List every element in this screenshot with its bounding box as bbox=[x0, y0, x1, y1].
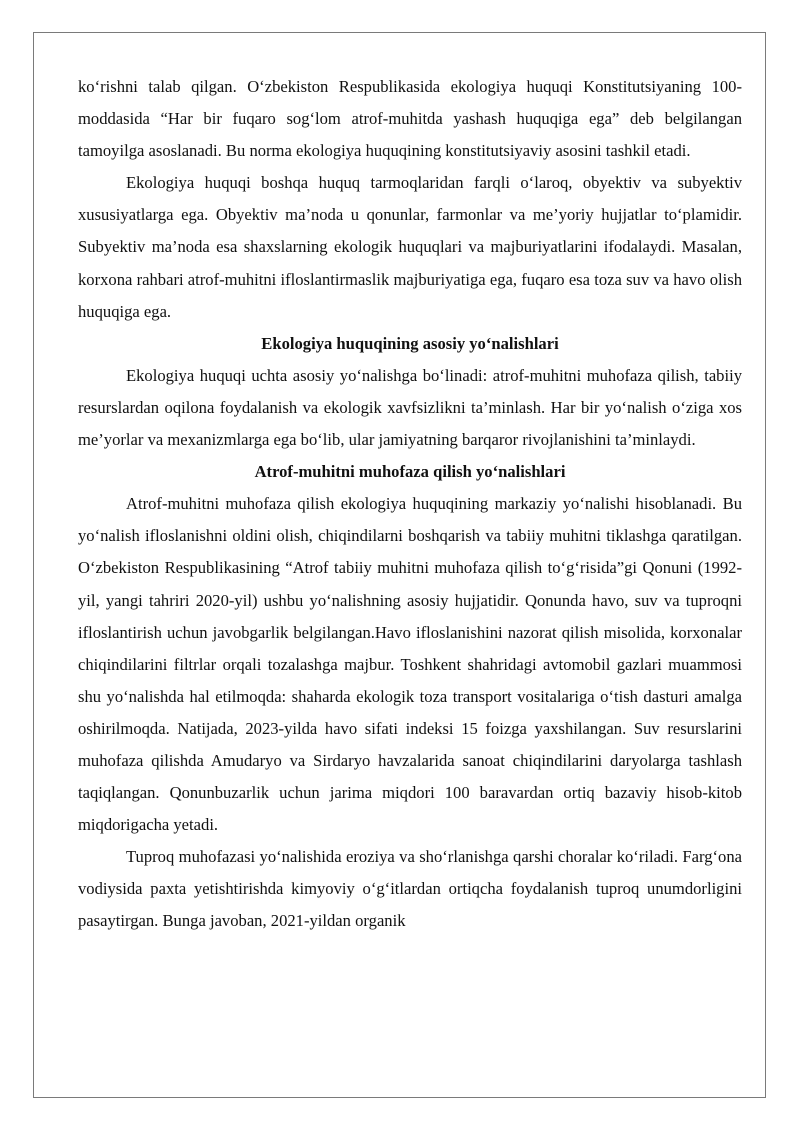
paragraph-constitution-basis: ko‘rishni talab qilgan. O‘zbekiston Respublikasida ekologiya huquqi Konstitutsiyaning 100-moddasida “Har bir fuqaro sog‘lom atrof-muhitda yashash huquqiga ega” deb belgilangan tamoyilga asoslanadi. Bu norma ekologiya huquqining konstitutsiyaviy asosini tashkil etadi. bbox=[78, 77, 742, 161]
heading-environment-protection: Atrof-muhitni muhofaza qilish yo‘nalishlari bbox=[254, 462, 566, 482]
document-body bbox=[78, 71, 742, 938]
paragraph-environment-protection: Atrof-muhitni muhofaza qilish ekologiya huquqining markaziy yo‘nalishi hisoblanadi. Bu yo‘nalish ifloslanishni oldini olish, chiqindilarni boshqarish va tabiiy muhitni tiklashga qaratilgan. O‘zbekiston Respublikasining “Atrof tabiiy muhitni muhofaza qilish to‘g‘risida”gi Qonuni (1992-yil, yangi tahriri 2020-yil) ushbu yo‘nalishning asosiy hujjatidir. Qonunda havo, suv va tuproqni ifloslantirish uchun javobgarlik belgilangan.Havo ifloslanishini nazorat qilish misolida, korxonalar chiqindilarini filtrlar orqali tozalashga majbur. Toshkent shahridagi avtomobil gazlari muammosi shu yo‘nalishda hal etilmoqda: shaharda ekologik toza transport vositalariga o‘tish dasturi amalga oshirilmoqda. Natijada, 2023-yilda havo sifati indeksi 15 foizga yaxshilangan. Suv resurslarini muhofaza qilishda Amudaryo va Sirdaryo havzalarida sanoat chiqindilarini daryolarga tashlash taqiqlangan. Qonunbuzarlik uchun jarima miqdori 100 baravardan ortiq bazaviy hisob-kitob miqdorigacha yetadi. bbox=[78, 494, 742, 835]
heading-main-directions: Ekologiya huquqining asosiy yo‘nalishlari bbox=[261, 333, 559, 353]
paragraph-soil-protection: Tuproq muhofazasi yo‘nalishida eroziya va sho‘rlanishga qarshi choralar ko‘riladi. Farg‘ona vodiysida paxta yetishtirishda kimyoviy o‘g‘itlardan ortiqcha foydalanish tuproq unumdorligini pasaytirgan. Bunga javoban, 2021-yildan organik bbox=[78, 847, 742, 931]
paragraph-three-directions: Ekologiya huquqi uchta asosiy yo‘nalishga bo‘linadi: atrof-muhitni muhofaza qilish, tabiiy resurslardan oqilona foydalanish va ekologik xavfsizlikni ta’minlash. Har bir yo‘nalish o‘ziga xos me’yorlar va mexanizmlarga ega bo‘lib, ular jamiyatning barqaror rivojlanishini ta’minlaydi. bbox=[78, 365, 742, 450]
paragraph-objective-subjective: Ekologiya huquqi boshqa huquq tarmoqlaridan farqli o‘laroq, obyektiv va subyektiv xususiyatlarga ega. Obyektiv ma’noda u qonunlar, farmonlar va me’yoriy hujjatlar to‘plamidir. Subyektiv ma’noda esa shaxslarning ekologik huquqlari va majburiyatlarini ifodalaydi. Masalan, korxona rahbari atrof-muhitni ifloslantirmaslik majburiyatiga ega, fuqaro esa toza suv va havo olish huquqiga ega. bbox=[78, 173, 742, 321]
